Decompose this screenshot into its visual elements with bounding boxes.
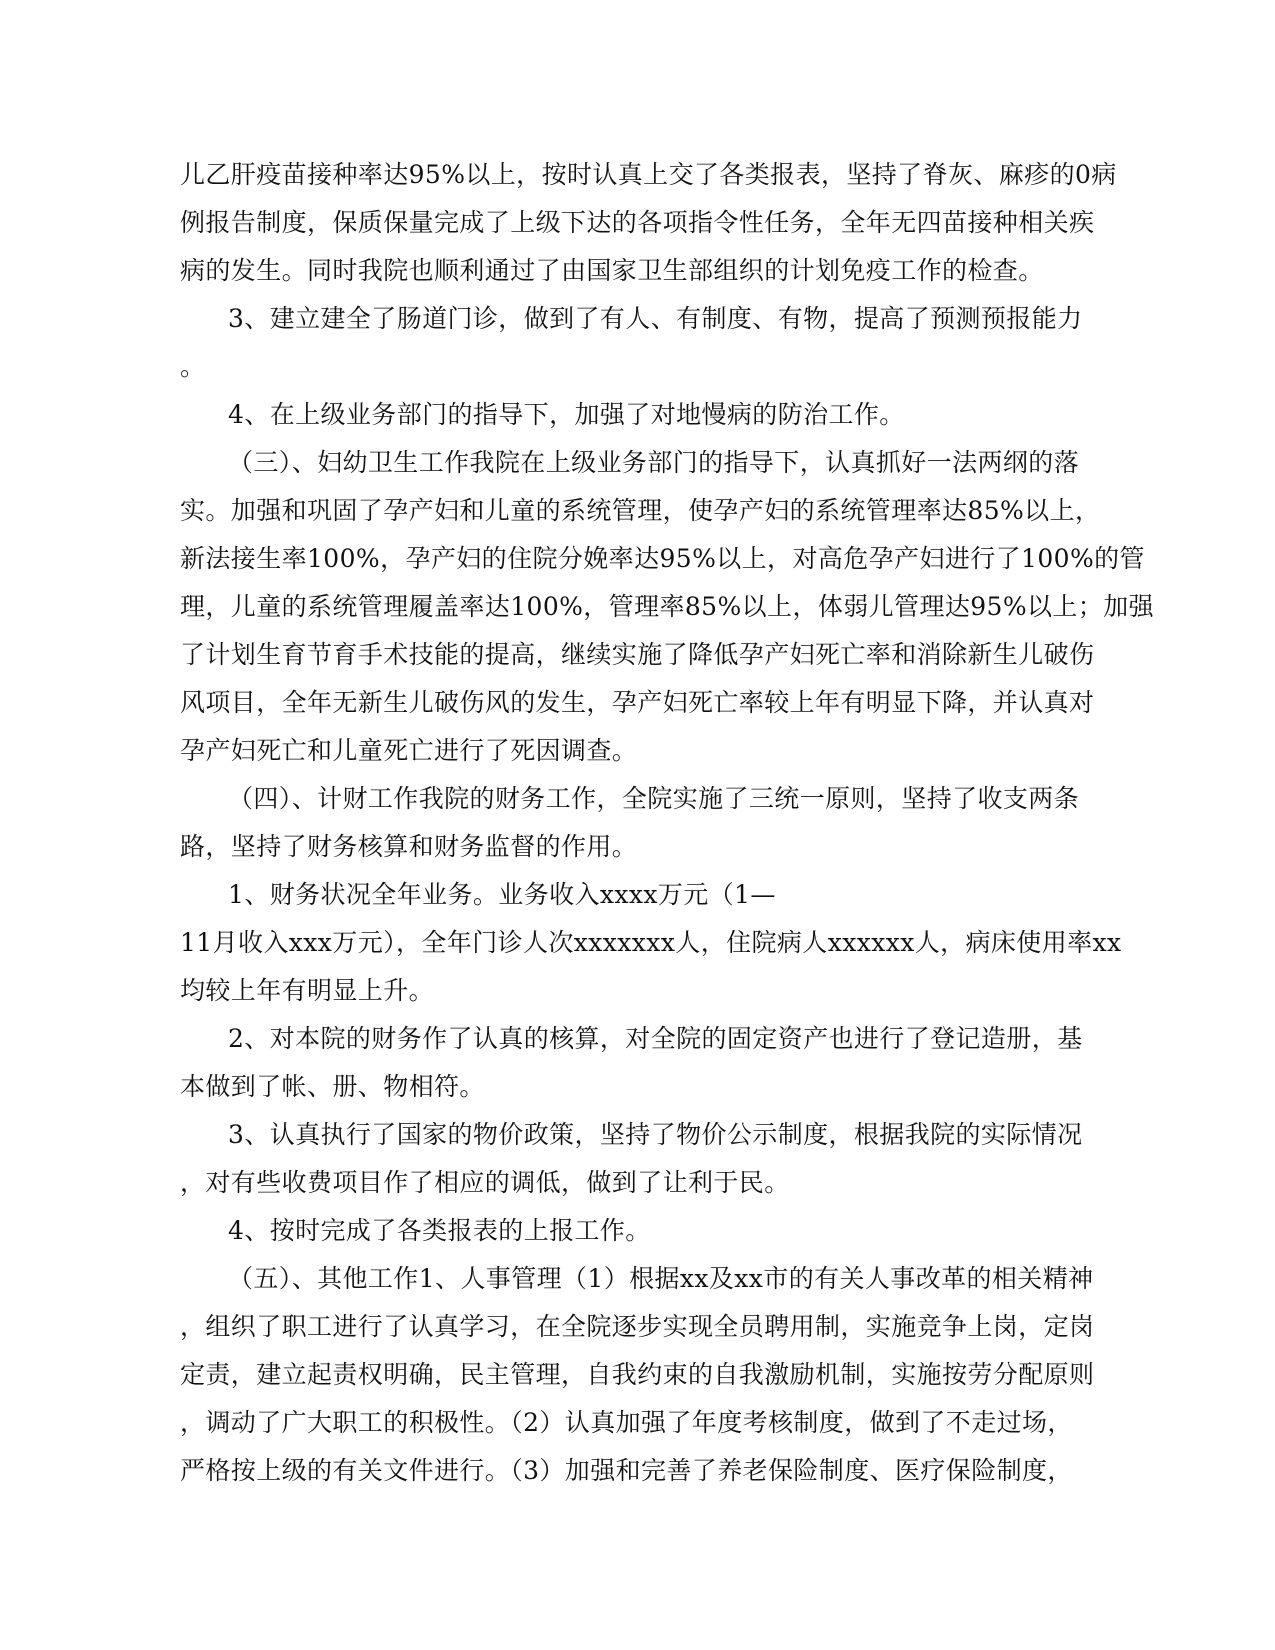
text-line: （四）、计财工作我院的财务工作，全院实施了三统一原则，坚持了收支两条 <box>228 784 1080 813</box>
text-line: 4、按时完成了各类报表的上报工作。 <box>228 1216 651 1245</box>
text-line: 病的发生。同时我院也顺利通过了由国家卫生部组织的计划免疫工作的检查。 <box>180 256 1044 285</box>
text-line: 均较上年有明显上升。 <box>180 976 435 1005</box>
text-line: 孕产妇死亡和儿童死亡进行了死因调查。 <box>180 736 638 765</box>
text-line: 1、财务状况全年业务。业务收入xxxx万元（1— <box>228 880 776 909</box>
text-line: 3、建立建全了肠道门诊，做到了有人、有制度、有物，提高了预测预报能力 <box>228 304 1083 333</box>
text-line: ，组织了职工进行了认真学习，在全院逐步实现全员聘用制，实施竞争上岗，定岗 <box>180 1312 1095 1341</box>
text-line: （五）、其他工作1、人事管理（1）根据xx及xx市的有关人事改革的相关精神 <box>228 1264 1094 1293</box>
text-line: 了计划生育节育手术技能的提高，继续实施了降低孕产妇死亡率和消除新生儿破伤 <box>180 640 1095 669</box>
text-line: 新法接生率100%，孕产妇的住院分娩率达95%以上，对高危孕产妇进行了100%的管 <box>180 544 1145 573</box>
text-line: 。 <box>180 352 206 381</box>
text-line: ，对有些收费项目作了相应的调低，做到了让利于民。 <box>180 1168 790 1197</box>
text-line: 路，坚持了财务核算和财务监督的作用。 <box>180 832 638 861</box>
text-line: 理，儿童的系统管理履盖率达100%，管理率85%以上，体弱儿管理达95%以上；加强 <box>180 592 1155 621</box>
text-line: 儿乙肝疫苗接种率达95%以上，按时认真上交了各类报表，坚持了脊灰、麻疹的0病 <box>180 160 1117 189</box>
text-line: 风项目，全年无新生儿破伤风的发生，孕产妇死亡率较上年有明显下降，并认真对 <box>180 688 1095 717</box>
text-line: 2、对本院的财务作了认真的核算，对全院的固定资产也进行了登记造册，基 <box>228 1024 1083 1053</box>
text-line: （三）、妇幼卫生工作我院在上级业务部门的指导下，认真抓好一法两纲的落 <box>228 448 1080 477</box>
text-line: 3、认真执行了国家的物价政策，坚持了物价公示制度，根据我院的实际情况 <box>228 1120 1083 1149</box>
text-line: 本做到了帐、册、物相符。 <box>180 1072 485 1101</box>
text-line: 定责，建立起责权明确，民主管理，自我约束的自我激励机制，实施按劳分配原则 <box>180 1360 1095 1389</box>
text-line: ，调动了广大职工的积极性。（2）认真加强了年度考核制度，做到了不走过场， <box>180 1408 1073 1437</box>
text-line: 例报告制度，保质保量完成了上级下达的各项指令性任务，全年无四苗接种相关疾 <box>180 208 1095 237</box>
text-line: 11月收入xxx万元），全年门诊人次xxxxxxx人，住院病人xxxxxx人，病床使用率xx <box>180 928 1122 957</box>
text-line: 实。加强和巩固了孕产妇和儿童的系统管理，使孕产妇的系统管理率达85%以上， <box>180 496 1101 525</box>
text-line: 4、在上级业务部门的指导下，加强了对地慢病的防治工作。 <box>228 400 905 429</box>
text-line: 严格按上级的有关文件进行。（3）加强和完善了养老保险制度、医疗保险制度， <box>180 1456 1073 1485</box>
